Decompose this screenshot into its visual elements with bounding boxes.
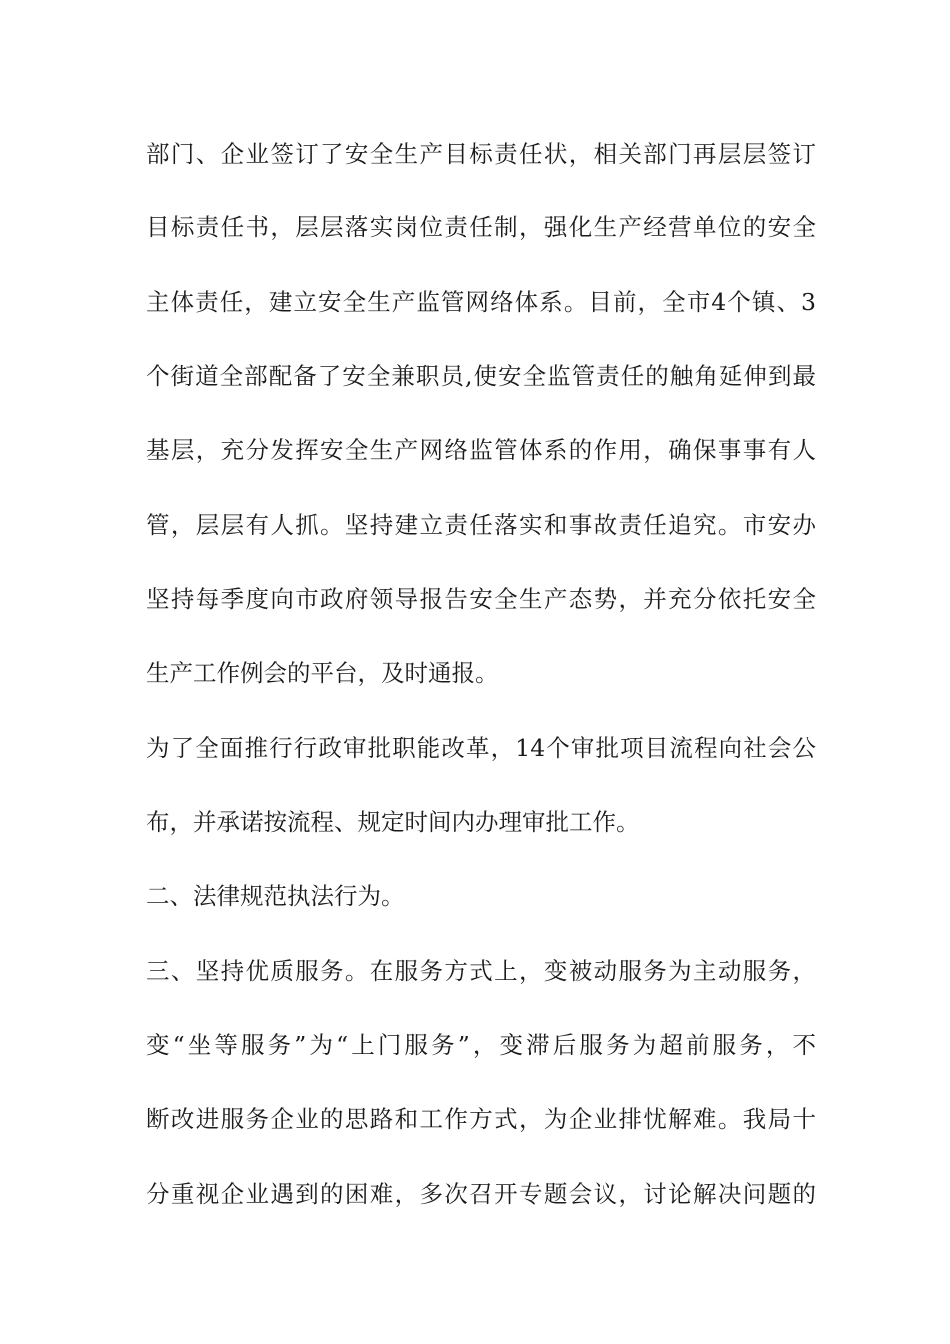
body-line-9: 为了全面推行行政审批职能改革，14个审批项目流程向社会公 [146,734,816,762]
body-line-2: 目标责任书，层层落实岗位责任制，强化生产经营单位的安全 [146,213,816,241]
body-line-5: 基层，充分发挥安全生产网络监管体系的作用，确保事事有人 [146,436,816,464]
body-line-3: 主体责任，建立安全生产监管网络体系。目前，全市4个镇、3 [146,288,816,316]
body-line-7: 坚持每季度向市政府领导报告安全生产态势，并充分依托安全 [146,585,816,613]
section-heading-2: 二、法律规范执法行为。 [146,882,405,910]
body-line-14: 断改进服务企业的思路和工作方式，为企业排忧解难。我局十 [146,1105,816,1133]
section-heading-3: 三、坚持优质服务。在服务方式上，变被动服务为主动服务， [146,957,816,985]
body-line-1: 部门、企业签订了安全生产目标责任状，相关部门再层层签订 [146,140,816,168]
body-line-4: 个街道全部配备了安全兼职员,使安全监管责任的触角延伸到最 [146,362,816,390]
body-line-13: 变“坐等服务”为“上门服务”，变滞后服务为超前服务，不 [146,1031,816,1059]
body-line-10: 布，并承诺按流程、规定时间内办理审批工作。 [146,808,640,836]
body-line-15: 分重视企业遇到的困难，多次召开专题会议，讨论解决问题的 [146,1180,816,1208]
body-line-8: 生产工作例会的平台，及时通报。 [146,659,499,687]
body-line-6: 管，层层有人抓。坚持建立责任落实和事故责任追究。市安办 [146,511,816,539]
